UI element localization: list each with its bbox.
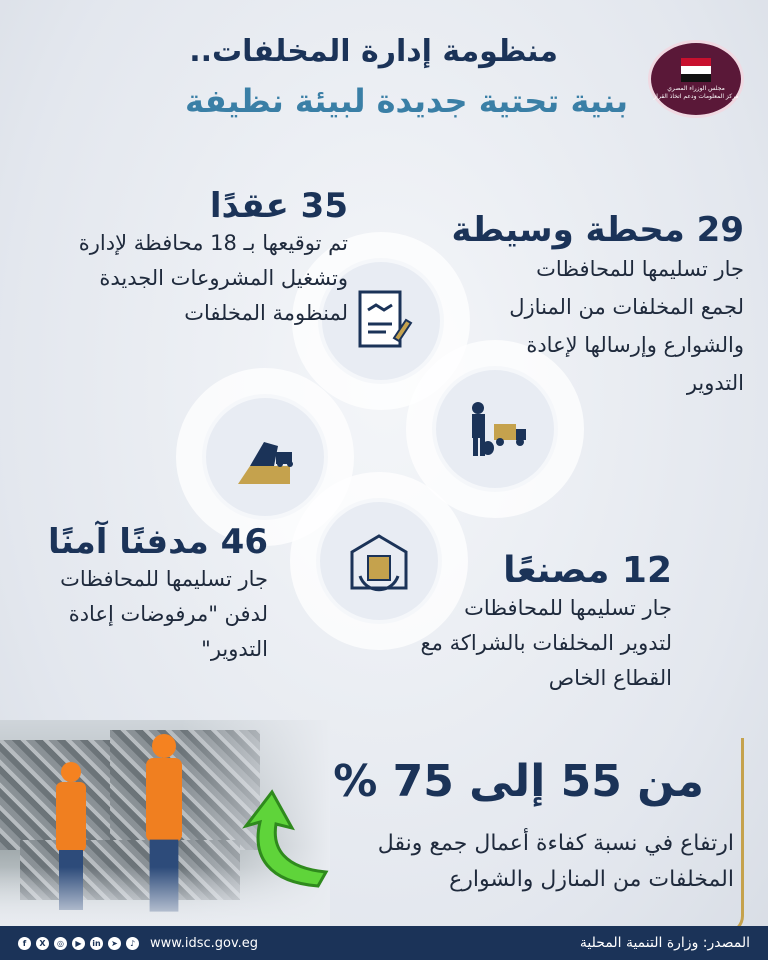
social-links [18, 936, 258, 951]
instagram-icon[interactable]: ◎ [54, 937, 67, 950]
stations-text: جار تسليمها للمحافظات لجمع المخلفات من المنازل والشوارع وإرسالها لإعادة التدوير [509, 257, 744, 395]
source-text: المصدر: وزارة التنمية المحلية [579, 935, 750, 951]
landfills-text: جار تسليمها للمحافظات لدفن "مرفوضات إعادة التدوير" [60, 567, 268, 661]
footer-bar [0, 926, 768, 960]
landfill-icon [206, 398, 324, 516]
facebook-icon[interactable]: f [18, 937, 31, 950]
telegram-icon[interactable]: ➤ [108, 937, 121, 950]
stations-stat [451, 210, 744, 402]
website-link[interactable]: www.idsc.gov.eg [150, 935, 259, 951]
idsc-logo [648, 40, 744, 118]
linkedin-icon[interactable]: in [90, 937, 103, 950]
youtube-icon[interactable]: ▶ [72, 937, 85, 950]
logo-line1: مجلس الوزراء المصري [667, 84, 725, 92]
contracts-text: تم توقيعها بـ 18 محافظة لإدارة وتشغيل المشروعات الجديدة لمنظومة المخلفات [78, 231, 348, 325]
landfills-heading: 46 مدفنًا آمنًا [48, 522, 268, 562]
efficiency-text: ارتفاع في نسبة كفاءة أعمال جمع ونقل المخلفات من المنازل والشوارع [377, 831, 734, 892]
factories-stat [412, 550, 672, 696]
contracts-stat [18, 186, 348, 331]
stations-heading: 29 محطة وسيطة [451, 210, 744, 250]
efficiency-heading: من 55 إلى 75 % [333, 756, 704, 807]
landfills-stat [18, 522, 268, 667]
x-icon[interactable]: X [36, 937, 49, 950]
factories-text: جار تسليمها للمحافظات لتدوير المخلفات بالشراكة مع القطاع الخاص [420, 596, 672, 690]
factories-heading: 12 مصنعًا [503, 550, 672, 591]
title-line1: منظومة إدارة المخلفات.. [189, 34, 558, 69]
tiktok-icon[interactable]: ♪ [126, 937, 139, 950]
egypt-flag-icon [681, 58, 711, 82]
contracts-heading: 35 عقدًا [209, 186, 348, 226]
logo-line2: مركز المعلومات ودعم اتخاذ القرار [653, 92, 739, 100]
title-line2: بنية تحتية جديدة لبيئة نظيفة [185, 82, 628, 120]
